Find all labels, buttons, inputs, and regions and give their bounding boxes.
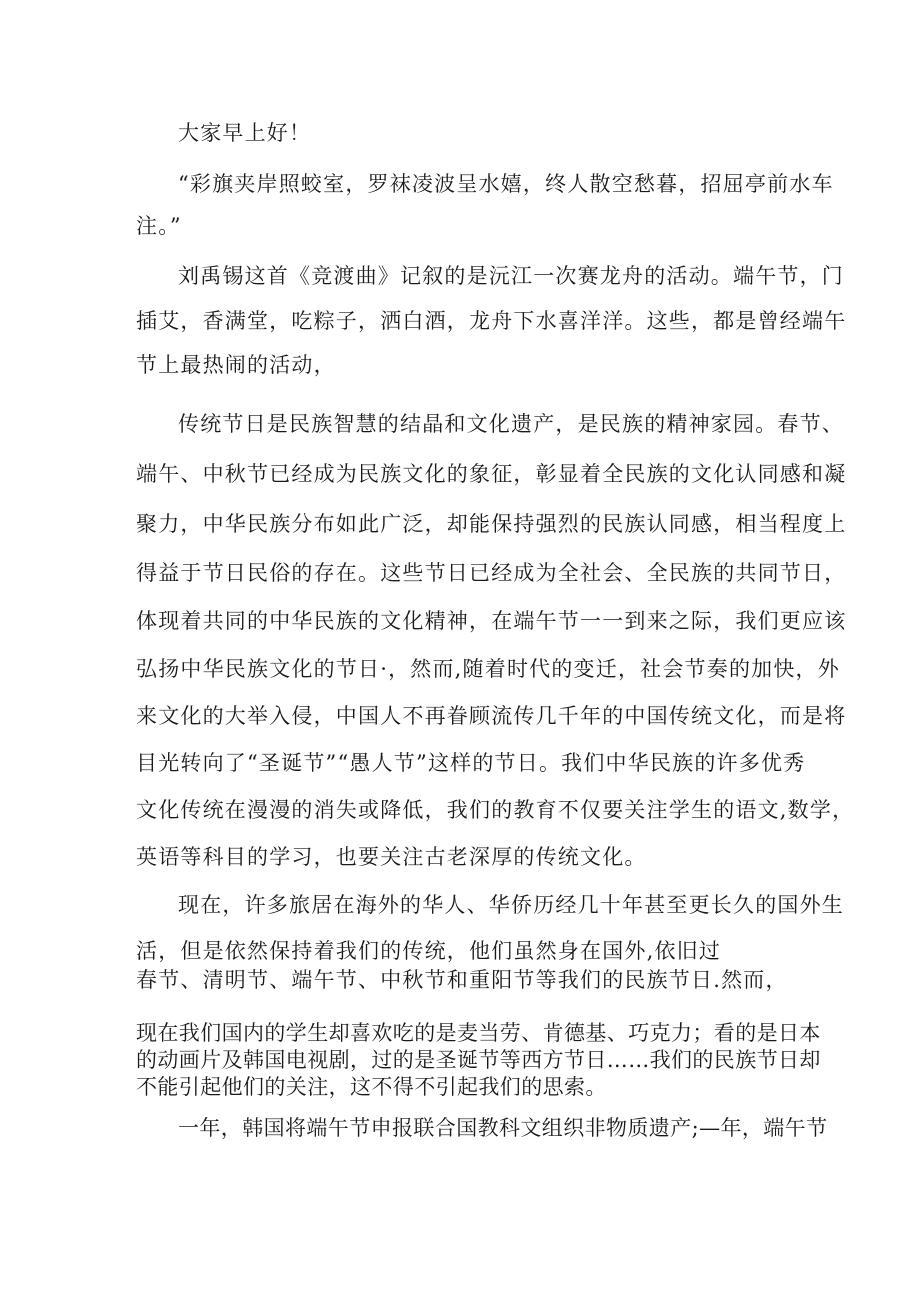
paragraph2-line-4: 得益于节日民俗的存在。这些节日已经成为全社会、全民族的共同节日，	[136, 561, 847, 585]
paragraph3-line-2: 活，但是依然保持着我们的传统，他们虽然身在国外,依旧过	[136, 939, 722, 963]
greeting-line: 大家早上好！	[178, 121, 312, 145]
paragraph2-line-6: 弘扬中华民族文化的节日·，然而,随着时代的变迁，社会节奏的加快，外	[136, 657, 840, 681]
paragraph3-line-5: 的动画片及韩国电视剧，过的是圣诞节等西方节日……我们的民族节日却	[136, 1048, 821, 1072]
paragraph2-line-1: 传统节日是民族智慧的结晶和文化遗产，是民族的精神家园。春节、	[178, 412, 844, 436]
paragraph2-line-5: 体现着共同的中华民族的文化精神，在端午节一一到来之际，我们更应该	[136, 609, 847, 633]
paragraph3-line-6: 不能引起他们的关注，这不得不引起我们的思索。	[136, 1075, 607, 1099]
paragraph3-line-1: 现在，许多旅居在海外的华人、华侨历经几十年甚至更长久的国外生	[178, 893, 844, 917]
paragraph2-line-2: 端午、中秋节已经成为民族文化的象征，彰显着全民族的文化认同感和凝	[136, 462, 847, 486]
paragraph2-line-10: 英语等科目的学习，也要关注古老深厚的传统文化。	[136, 845, 647, 869]
paragraph2-line-9: 文化传统在漫漫的消失或降低，我们的教育不仅要关注学生的语文,数学，	[136, 798, 855, 822]
paragraph3-line-4: 现在我们国内的学生却喜欢吃的是麦当劳、肯德基、巧克力；看的是日本	[136, 1021, 821, 1045]
poem-line-1: “彩旗夹岸照蛟室，罗袜凌波呈水嬉，终人散空愁暮，招屈亭前水车	[178, 172, 834, 196]
paragraph1-line-1: 刘禹锡这首《竞渡曲》记叙的是沅江一次赛龙舟的活动。端午节，门	[178, 264, 844, 288]
paragraph4-line-1: 一年，韩国将端午节申报联合国教科文组织非物质遗产;—年，端午节	[178, 1116, 828, 1140]
paragraph3-line-3: 春节、清明节、端午节、中秋节和重阳节等我们的民族节日.然而，	[136, 968, 788, 992]
paragraph1-line-3: 节上最热闹的活动，	[136, 353, 336, 377]
paragraph2-line-7: 来文化的大举入侵，中国人不再眷顾流传几千年的中国传统文化，而是将	[136, 704, 847, 728]
paragraph2-line-8: 目光转向了“圣诞节”“愚人节”这样的节日。我们中华民族的许多优秀	[136, 751, 806, 775]
paragraph2-line-3: 聚力，中华民族分布如此广泛，却能保持强烈的民族认同感，相当程度上	[136, 512, 847, 536]
poem-line-2: 注。”	[136, 214, 182, 238]
paragraph1-line-2: 插艾，香满堂，吃粽子，洒白酒，龙舟下水喜洋洋。这些，都是曾经端午	[136, 309, 847, 333]
